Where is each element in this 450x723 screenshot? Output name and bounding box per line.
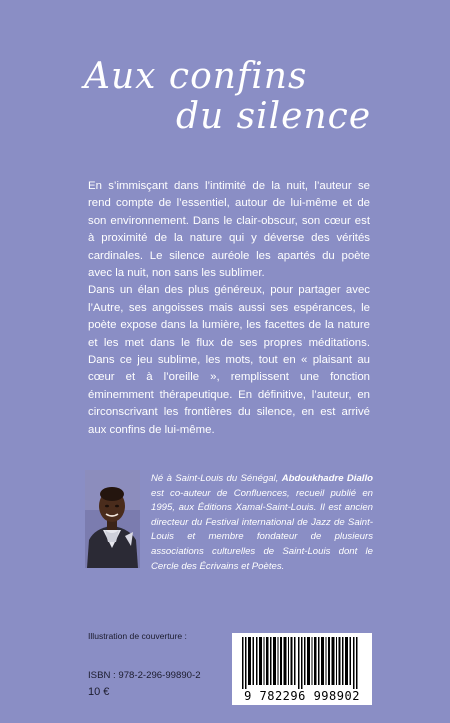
bio-text: est co-auteur de Confluences, recueil publié en 1995, aux Éditions Xamal-Saint-Louis. Il est ancien directeur du Festival international de Jazz de Saint-Louis et membre fondateur de plusieurs associations culturelles de Saint-Louis dont le Cercle des Écrivains et Poètes.: [151, 487, 373, 572]
isbn-number: ISBN : 978-2-296-99890-2: [88, 670, 201, 681]
author-portrait-icon: [85, 470, 140, 568]
blurb-paragraph: En s’immisçant dans l’intimité de la nuit, l’auteur se rend compte de l’essentiel, autour de lui-même et de son environnement. Dans le clair-obscur, son cœur est à proximité de la nature qui y déverse des vérités cardinales. Le silence auréole les apartés du poète avec la nuit, non sans les sublimer.: [88, 180, 370, 280]
book-title-line1: Aux confins: [84, 56, 308, 97]
author-photo: [85, 470, 140, 568]
author-bio: [151, 472, 373, 574]
price-label: 10 €: [88, 686, 110, 698]
barcode: [232, 633, 372, 705]
barcode-number: 9 782296 998902: [244, 689, 360, 703]
book-title-line2: du silence: [176, 96, 372, 137]
barcode-icon: [240, 637, 364, 689]
author-name: Abdoukhadre Diallo: [281, 473, 374, 484]
bio-intro: Né à Saint-Louis du Sénégal,: [151, 473, 282, 484]
blurb-paragraph: Dans un élan des plus généreux, pour partager avec l’Autre, ses angoisses mais aussi ses espérances, le poète expose dans la lumière, les facettes de la nature et les met dans le flux de ses propres méditations. Dans ce jeu sublime, les mots, tout en « plaisant au cœur et à l’oreille », remplissent une fonction éminemment thérapeutique. En définitive, l’auteur, en circonscrivant les frontières du silence, en est arrivé aux confins de lui-même.: [88, 284, 370, 436]
back-cover-blurb: [88, 178, 370, 439]
cover-illustration-credit: Illustration de couverture :: [88, 631, 187, 641]
